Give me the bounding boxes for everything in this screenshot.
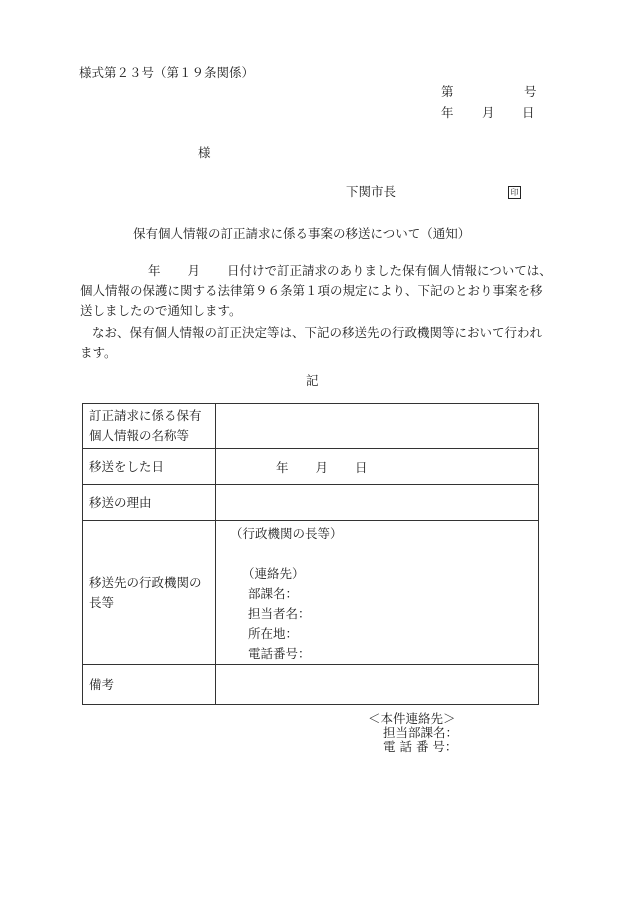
contact-dept: 担当部課名：	[383, 725, 459, 740]
destination-dept: 部課名：	[248, 586, 299, 601]
row-label-name: 訂正請求に係る保有 個人情報の名称等	[83, 404, 216, 449]
ki-heading: 記	[306, 373, 319, 388]
row-value-name	[216, 404, 539, 449]
contact-block	[368, 712, 458, 754]
body-date-month: 月	[187, 263, 201, 278]
doc-number-suffix: 号	[524, 84, 537, 99]
header-date-month: 月	[482, 105, 495, 120]
row-label-transfer-date: 移送をした日	[83, 449, 216, 485]
row-value-reason	[216, 485, 539, 521]
header-date-year: 年	[441, 105, 454, 120]
table-row	[83, 485, 539, 521]
seal-icon: 印	[508, 186, 521, 199]
destination-phone: 電話番号：	[248, 646, 311, 661]
destination-head: （行政機関の長等）	[230, 526, 343, 541]
destination-contact-label: （連絡先）	[242, 566, 305, 581]
body-date-year: 年	[148, 263, 161, 278]
destination-address: 所在地：	[248, 626, 299, 641]
table-row	[83, 665, 539, 705]
table-row	[83, 521, 539, 665]
table-row	[83, 449, 539, 485]
body-paragraph-1	[80, 261, 552, 321]
row-label-remarks: 備考	[83, 665, 216, 705]
row-value-transfer-date: 年 月 日	[216, 449, 539, 485]
body-paragraph-1-text: 日付けで訂正請求のありました保有個人情報については、個人情報の保護に関する法律第９６条第１項の規定により、下記のとおり事案を移送しましたので通知します。	[80, 263, 552, 318]
recipient-honorific: 様	[198, 145, 211, 160]
form-number: 様式第２３号（第１９条関係）	[79, 65, 255, 80]
sender-name: 下関市長	[346, 184, 397, 199]
row-label-reason: 移送の理由	[83, 485, 216, 521]
body-paragraph-2	[80, 323, 552, 363]
destination-person: 担当者名：	[248, 606, 311, 621]
header-date-day: 日	[522, 105, 535, 120]
doc-number-prefix: 第	[441, 84, 454, 99]
row-value-destination	[216, 521, 539, 665]
contact-title: ＜本件連絡先＞	[368, 711, 456, 726]
row-label-destination: 移送先の行政機関の 長等	[83, 521, 216, 665]
row-value-remarks	[216, 665, 539, 705]
body-paragraph-2-text: なお、保有個人情報の訂正決定等は、下記の移送先の行政機関等において行われます。	[80, 325, 543, 360]
table-row	[83, 404, 539, 449]
details-table	[82, 403, 539, 705]
contact-phone: 電 話 番 号：	[383, 739, 458, 754]
seal-mark	[508, 186, 521, 199]
document-title: 保有個人情報の訂正請求に係る事案の移送について（通知）	[133, 226, 471, 241]
